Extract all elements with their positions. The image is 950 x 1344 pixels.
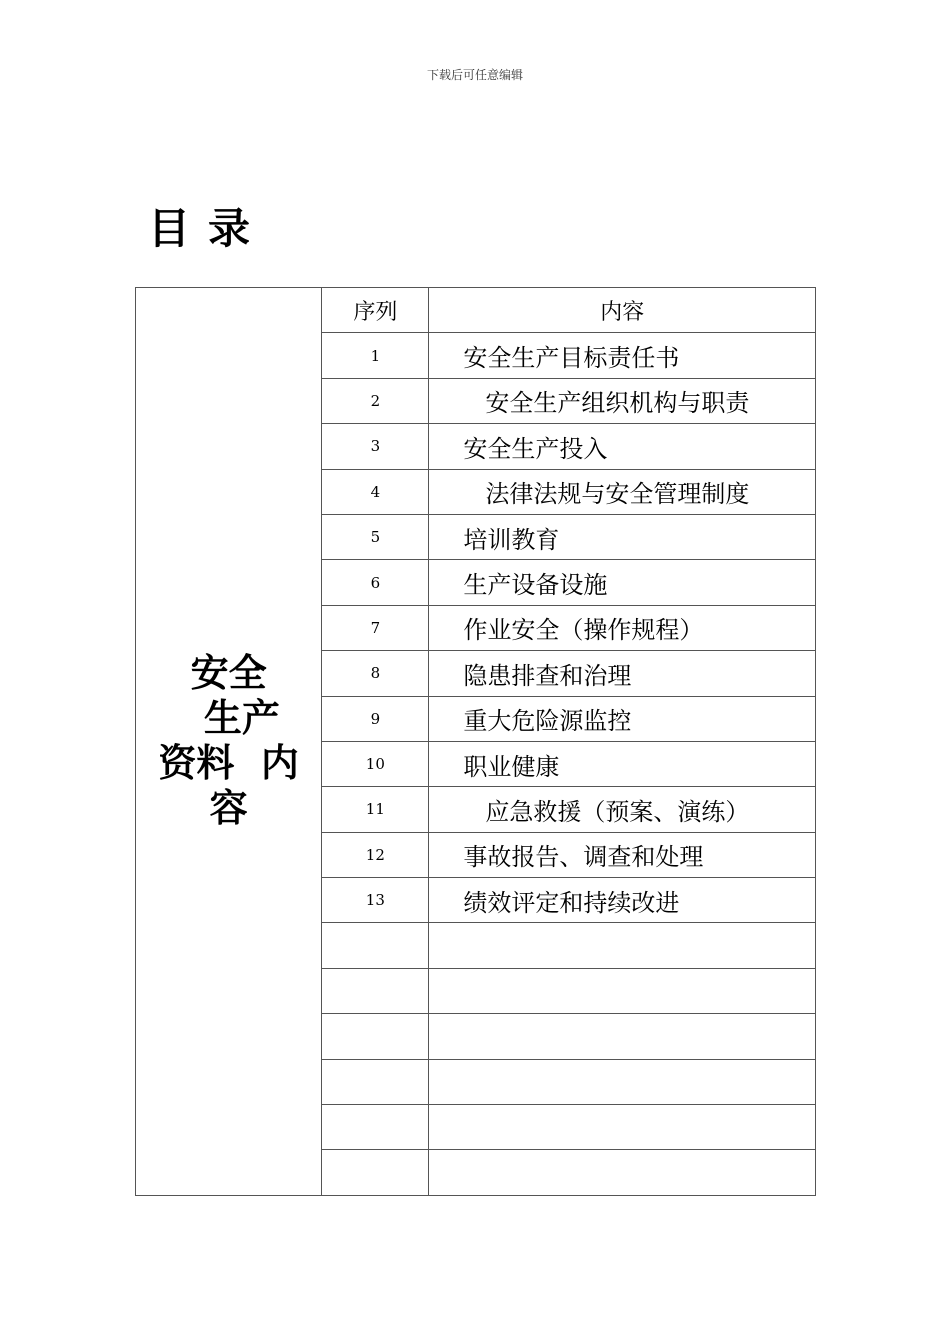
seq-cell bbox=[322, 1105, 429, 1150]
content-cell: 生产设备设施 bbox=[429, 560, 816, 605]
seq-cell: 5 bbox=[322, 514, 429, 559]
content-cell: 应急救援（预案、演练） bbox=[429, 787, 816, 832]
page-title: 目录 bbox=[148, 204, 269, 253]
table-header-row bbox=[136, 288, 816, 333]
category-line: 生产 bbox=[177, 696, 280, 741]
seq-cell: 10 bbox=[322, 741, 429, 786]
content-cell bbox=[429, 1150, 816, 1195]
seq-cell bbox=[322, 1059, 429, 1104]
content-cell bbox=[429, 968, 816, 1013]
category-line: 资料 内 bbox=[158, 741, 299, 786]
seq-cell: 11 bbox=[322, 787, 429, 832]
seq-cell: 8 bbox=[322, 651, 429, 696]
content-cell: 职业健康 bbox=[429, 741, 816, 786]
category-line: 容 bbox=[209, 786, 248, 831]
seq-cell bbox=[322, 1150, 429, 1195]
content-cell: 安全生产目标责任书 bbox=[429, 333, 816, 378]
content-cell: 作业安全（操作规程） bbox=[429, 605, 816, 650]
content-cell: 培训教育 bbox=[429, 514, 816, 559]
toc-table bbox=[135, 287, 816, 1196]
content-cell: 安全生产组织机构与职责 bbox=[429, 378, 816, 423]
content-cell bbox=[429, 1014, 816, 1059]
seq-cell: 1 bbox=[322, 333, 429, 378]
content-cell: 绩效评定和持续改进 bbox=[429, 878, 816, 923]
seq-cell bbox=[322, 968, 429, 1013]
seq-header: 序列 bbox=[322, 288, 429, 333]
content-cell: 法律法规与安全管理制度 bbox=[429, 469, 816, 514]
seq-cell bbox=[322, 1014, 429, 1059]
toc-body bbox=[136, 288, 816, 1196]
seq-cell: 7 bbox=[322, 605, 429, 650]
seq-cell bbox=[322, 923, 429, 968]
seq-cell: 4 bbox=[322, 469, 429, 514]
seq-cell: 9 bbox=[322, 696, 429, 741]
seq-cell: 12 bbox=[322, 832, 429, 877]
content-cell: 重大危险源监控 bbox=[429, 696, 816, 741]
content-cell bbox=[429, 923, 816, 968]
content-cell: 事故报告、调查和处理 bbox=[429, 832, 816, 877]
content-cell: 隐患排查和治理 bbox=[429, 651, 816, 696]
content-header: 内容 bbox=[429, 288, 816, 333]
category-line: 安全 bbox=[190, 651, 267, 696]
content-cell bbox=[429, 1059, 816, 1104]
seq-cell: 3 bbox=[322, 424, 429, 469]
seq-cell: 6 bbox=[322, 560, 429, 605]
seq-cell: 13 bbox=[322, 878, 429, 923]
category-cell bbox=[136, 288, 322, 1196]
header-note: 下载后可任意编辑 bbox=[426, 68, 523, 82]
content-cell bbox=[429, 1105, 816, 1150]
seq-cell: 2 bbox=[322, 378, 429, 423]
content-cell: 安全生产投入 bbox=[429, 424, 816, 469]
